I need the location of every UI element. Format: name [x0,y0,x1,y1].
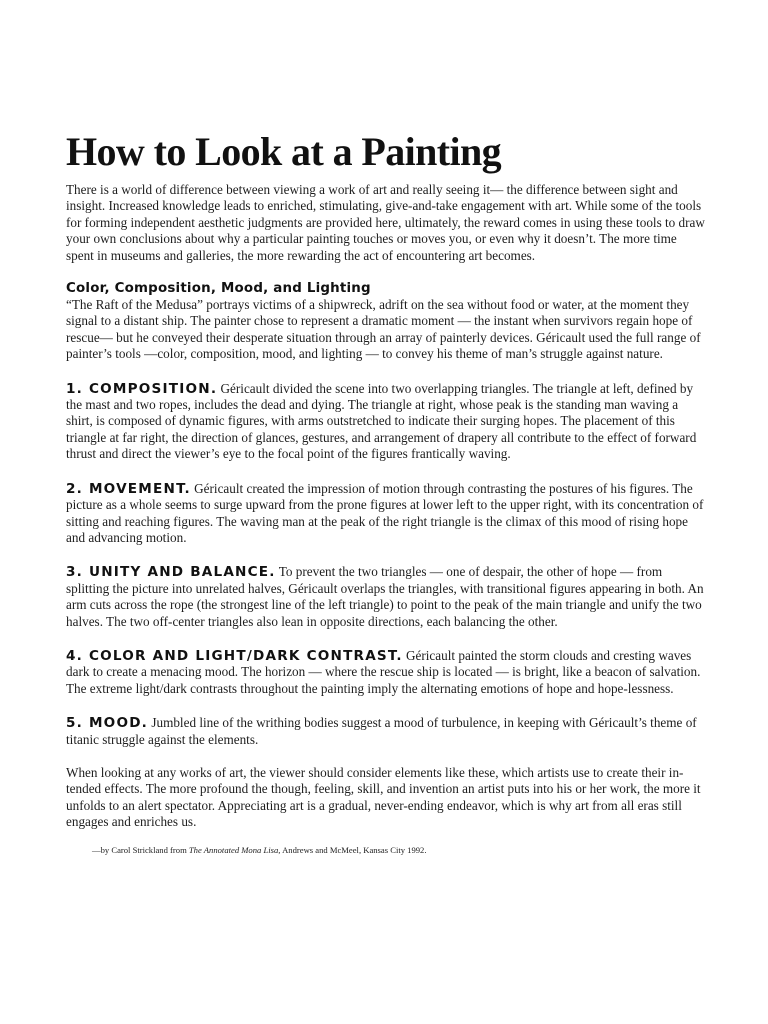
section-heading: 5. MOOD. [66,715,149,732]
section-heading: 4. COLOR AND LIGHT/DARK CONTRAST. [66,647,403,664]
section-heading: 1. COMPOSITION. [66,380,218,397]
section-heading: 2. MOVEMENT. [66,480,191,497]
section-body: To prevent the two triangles — one of despair, the other of hope — from splitting the picture into unrelated halves, Géricault overlaps the triangles, with transitional figures appearing in both. An arm cuts across the rope (the strongest line of the left triangle) to point to the peak of the main triangle and unify the two halves. The two off-center triangles also lean in opposite directions, each balancing the other. [66,564,704,629]
intro-paragraph: There is a world of difference between viewing a work of art and really seeing it— the difference between sight and insight. Increased knowledge leads to enriched, stimulating, give-and-take engagement with art. While some of the tools for forming independent aesthetic judgments are provided here, ultimately, the reward comes in using these tools to draw your own conclusions about why a particular painting touches or moves you, or even why it doesn’t. The more time spent in museums and galleries, the more rewarding the act of encountering art becomes. [66,182,705,263]
section-body: Géricault painted the storm clouds and cresting waves dark to create a menacing mood. The horizon — where the rescue ship is located — is bright, like a beacon of salvation. The extreme light/dark contrasts throughout the painting imply the alternating emotions of hope and hope-lessness. [66,647,701,696]
credit-prefix: —by Carol Strickland from [92,844,189,855]
section-body: Jumbled line of the writhing bodies suggest a mood of turbulence, in keeping with Géricault’s theme of titanic struggle against the elements. [66,715,697,747]
section-subheading: Color, Composition, Mood, and Lighting [66,281,371,297]
section-heading: 3. UNITY AND BALANCE. [66,564,276,581]
section-color-contrast [66,648,706,697]
page-title: How to Look at a Painting [66,129,502,174]
section-body: Géricault divided the scene into two overlapping triangles. The triangle at left, defined by the mast and two ropes, includes the dead and dying. The triangle at right, whose peak is the standing man waving a shirt, is composed of dynamic figures, with arms outstretched to indicate their surging hopes. The placement of this triangle at far right, the direction of glances, gestures, and arrangement of drapery all contribute to the effect of forward thrust and direct the viewer’s eye to the focal point of the figures frantically waving. [66,380,697,462]
document-page [66,128,706,856]
attribution-credit [66,845,706,856]
section-movement [66,481,706,547]
credit-suffix: , Andrews and McMeel, Kansas City 1992. [278,844,427,855]
subheading-paragraph: “The Raft of the Medusa” portrays victims of a shipwreck, adrift on the sea without food or water, at the moment they signal to a distant ship. The painter chose to represent a dramatic moment — the instant when survivors regain hope of rescue— but he conveyed their desperate situation through an array of painterly devices. Géricault used the full range of painter’s tools —color, composition, mood, and lighting — to convey his theme of man’s struggle against nature. [66,297,701,362]
section-unity-balance [66,564,706,630]
section-composition [66,381,706,463]
section-mood [66,715,706,748]
closing-paragraph: When looking at any works of art, the viewer should consider elements like these, which artists use to create their in-tended effects. The more profound the though, feeling, skill, and invention an artist puts into his or her work, the more it unfolds to an alert spectator. Appreciating art is a gradual, never-ending endeavor, which is why art from all eras still engages and enriches us. [66,764,701,830]
credit-book-title: The Annotated Mona Lisa [188,844,279,855]
section-body: Géricault created the impression of motion through contrasting the postures of his figures. The picture as a whole seems to surge upward from the prone figures at lower left to the upper right, with its concentration of sitting and reaching figures. The waving man at the peak of the right triangle is the climax of this mood of rising hope and advancing motion. [66,480,704,545]
